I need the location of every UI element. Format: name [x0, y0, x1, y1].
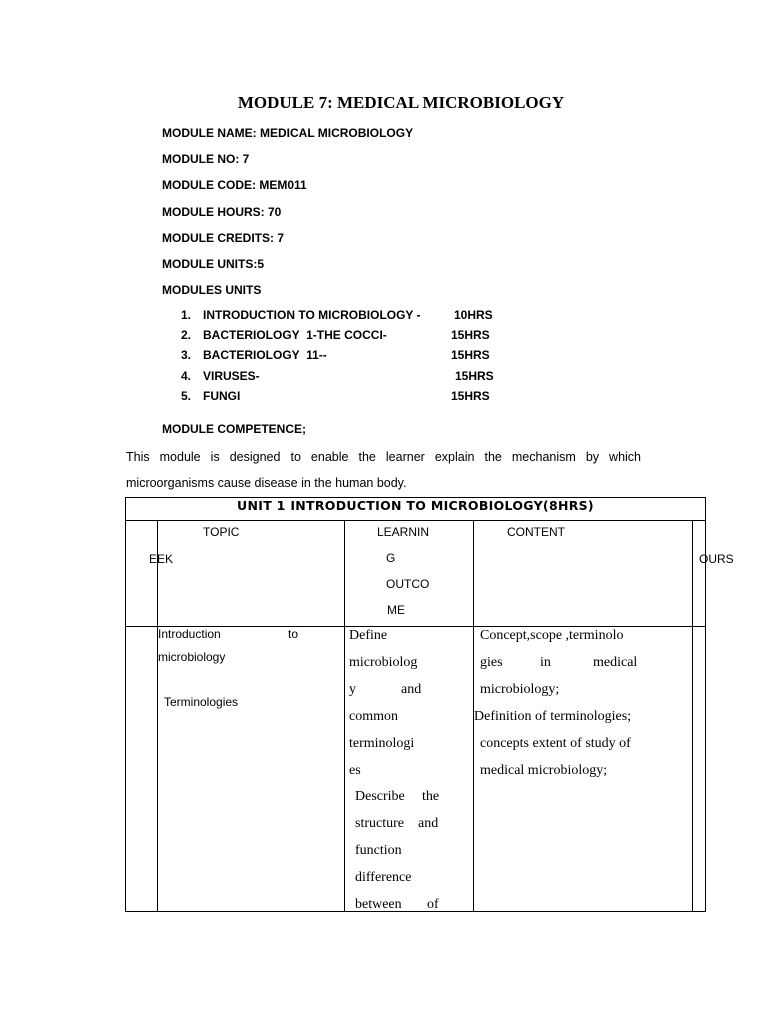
page-title: MODULE 7: MEDICAL MICROBIOLOGY — [237, 93, 565, 112]
header-hours: OURS — [699, 552, 734, 566]
outcome-word: and — [418, 816, 439, 831]
outcome-word: of — [427, 897, 439, 912]
outcome-line: common — [349, 709, 398, 724]
unit-name: INTRODUCTION TO MICROBIOLOGY - — [203, 308, 421, 322]
topic-terminologies: Terminologies — [164, 695, 239, 709]
unit-hours: 15HRS — [451, 328, 490, 343]
content-line: Concept,scope ,terminolo — [480, 628, 624, 643]
content-word: in — [540, 655, 551, 670]
outcome-word: structure — [355, 816, 404, 831]
outcome-line: Define — [349, 628, 388, 643]
header-content: CONTENT — [507, 525, 565, 539]
unit-hours: 15HRS — [451, 388, 490, 403]
learning-outcome-define — [349, 628, 439, 790]
outcome-word: between — [355, 897, 402, 912]
outcome-word: Describe — [355, 789, 405, 804]
outcome-word: y — [349, 682, 356, 697]
list-number: 3. — [181, 348, 192, 363]
header-week: EEK — [149, 552, 174, 566]
header-text: G — [386, 551, 396, 565]
header-learning-outcome — [377, 525, 429, 629]
topic-microbiology: microbiology — [158, 650, 226, 664]
outcome-line: function — [355, 843, 402, 858]
module-code: MODULE CODE: MEM011 — [162, 178, 307, 192]
competence-paragraph: This module is designed to enable the learner explain the mechanism by which microorganisms cause disease in the human body. — [126, 450, 641, 490]
unit-name: FUNGI — [203, 388, 241, 403]
unit-hours: 15HRS — [451, 348, 490, 363]
module-credits: MODULE CREDITS: 7 — [162, 231, 285, 245]
module-units: MODULE UNITS:5 — [162, 257, 264, 271]
unit-hours: 10HRS — [454, 308, 493, 322]
learning-outcome-describe — [355, 789, 441, 924]
outcome-line: es — [349, 763, 361, 778]
topic-to: to — [288, 627, 299, 641]
content-line: medical microbiology; — [480, 763, 608, 778]
outcome-line: terminologi — [349, 736, 415, 751]
module-name: MODULE NAME: MEDICAL MICROBIOLOGY — [162, 126, 414, 140]
list-number: 5. — [181, 388, 192, 403]
unit-table — [125, 497, 734, 912]
topic-introduction: Introduction — [158, 627, 221, 641]
outcome-line — [355, 897, 441, 924]
content-word: medical — [593, 655, 638, 670]
list-number: 1. — [181, 308, 192, 322]
content-line — [480, 655, 690, 682]
list-number: 4. — [181, 368, 192, 383]
outcome-word: the — [422, 789, 440, 804]
content-line: microbiology; — [480, 682, 560, 697]
table-rule — [126, 520, 705, 521]
header-text: ME — [387, 603, 405, 617]
module-number: MODULE NO: 7 — [162, 152, 250, 166]
content-cell — [474, 628, 690, 790]
header-topic: TOPIC — [203, 525, 240, 539]
outcome-line — [349, 682, 439, 709]
content-word: gies — [480, 655, 503, 670]
outcome-line: difference — [355, 870, 412, 885]
content-line: Definition of terminologies; — [474, 709, 632, 724]
outcome-line: microbiolog — [349, 655, 418, 670]
table-caption: UNIT 1 INTRODUCTION TO MICROBIOLOGY(8HRS) — [237, 498, 594, 513]
unit-hours: 15HRS — [455, 368, 494, 383]
outcome-line — [355, 789, 441, 816]
header-text: LEARNIN — [377, 525, 430, 539]
module-hours: MODULE HOURS: 70 — [162, 205, 282, 219]
competence-heading: MODULE COMPETENCE; — [162, 422, 306, 436]
outcome-line — [355, 816, 441, 843]
list-number: 2. — [181, 328, 192, 343]
unit-name: BACTERIOLOGY 1-THE COCCI- — [203, 328, 387, 343]
column-divider — [344, 520, 345, 911]
unit-name: VIRUSES- — [203, 368, 260, 383]
content-line: concepts extent of study of — [480, 736, 631, 751]
header-text: OUTCO — [386, 577, 430, 591]
unit-name: BACTERIOLOGY 11-- — [203, 348, 327, 363]
column-divider — [157, 520, 158, 911]
outcome-word: and — [401, 682, 422, 697]
modules-units-heading: MODULES UNITS — [162, 283, 262, 297]
column-divider — [692, 520, 693, 911]
